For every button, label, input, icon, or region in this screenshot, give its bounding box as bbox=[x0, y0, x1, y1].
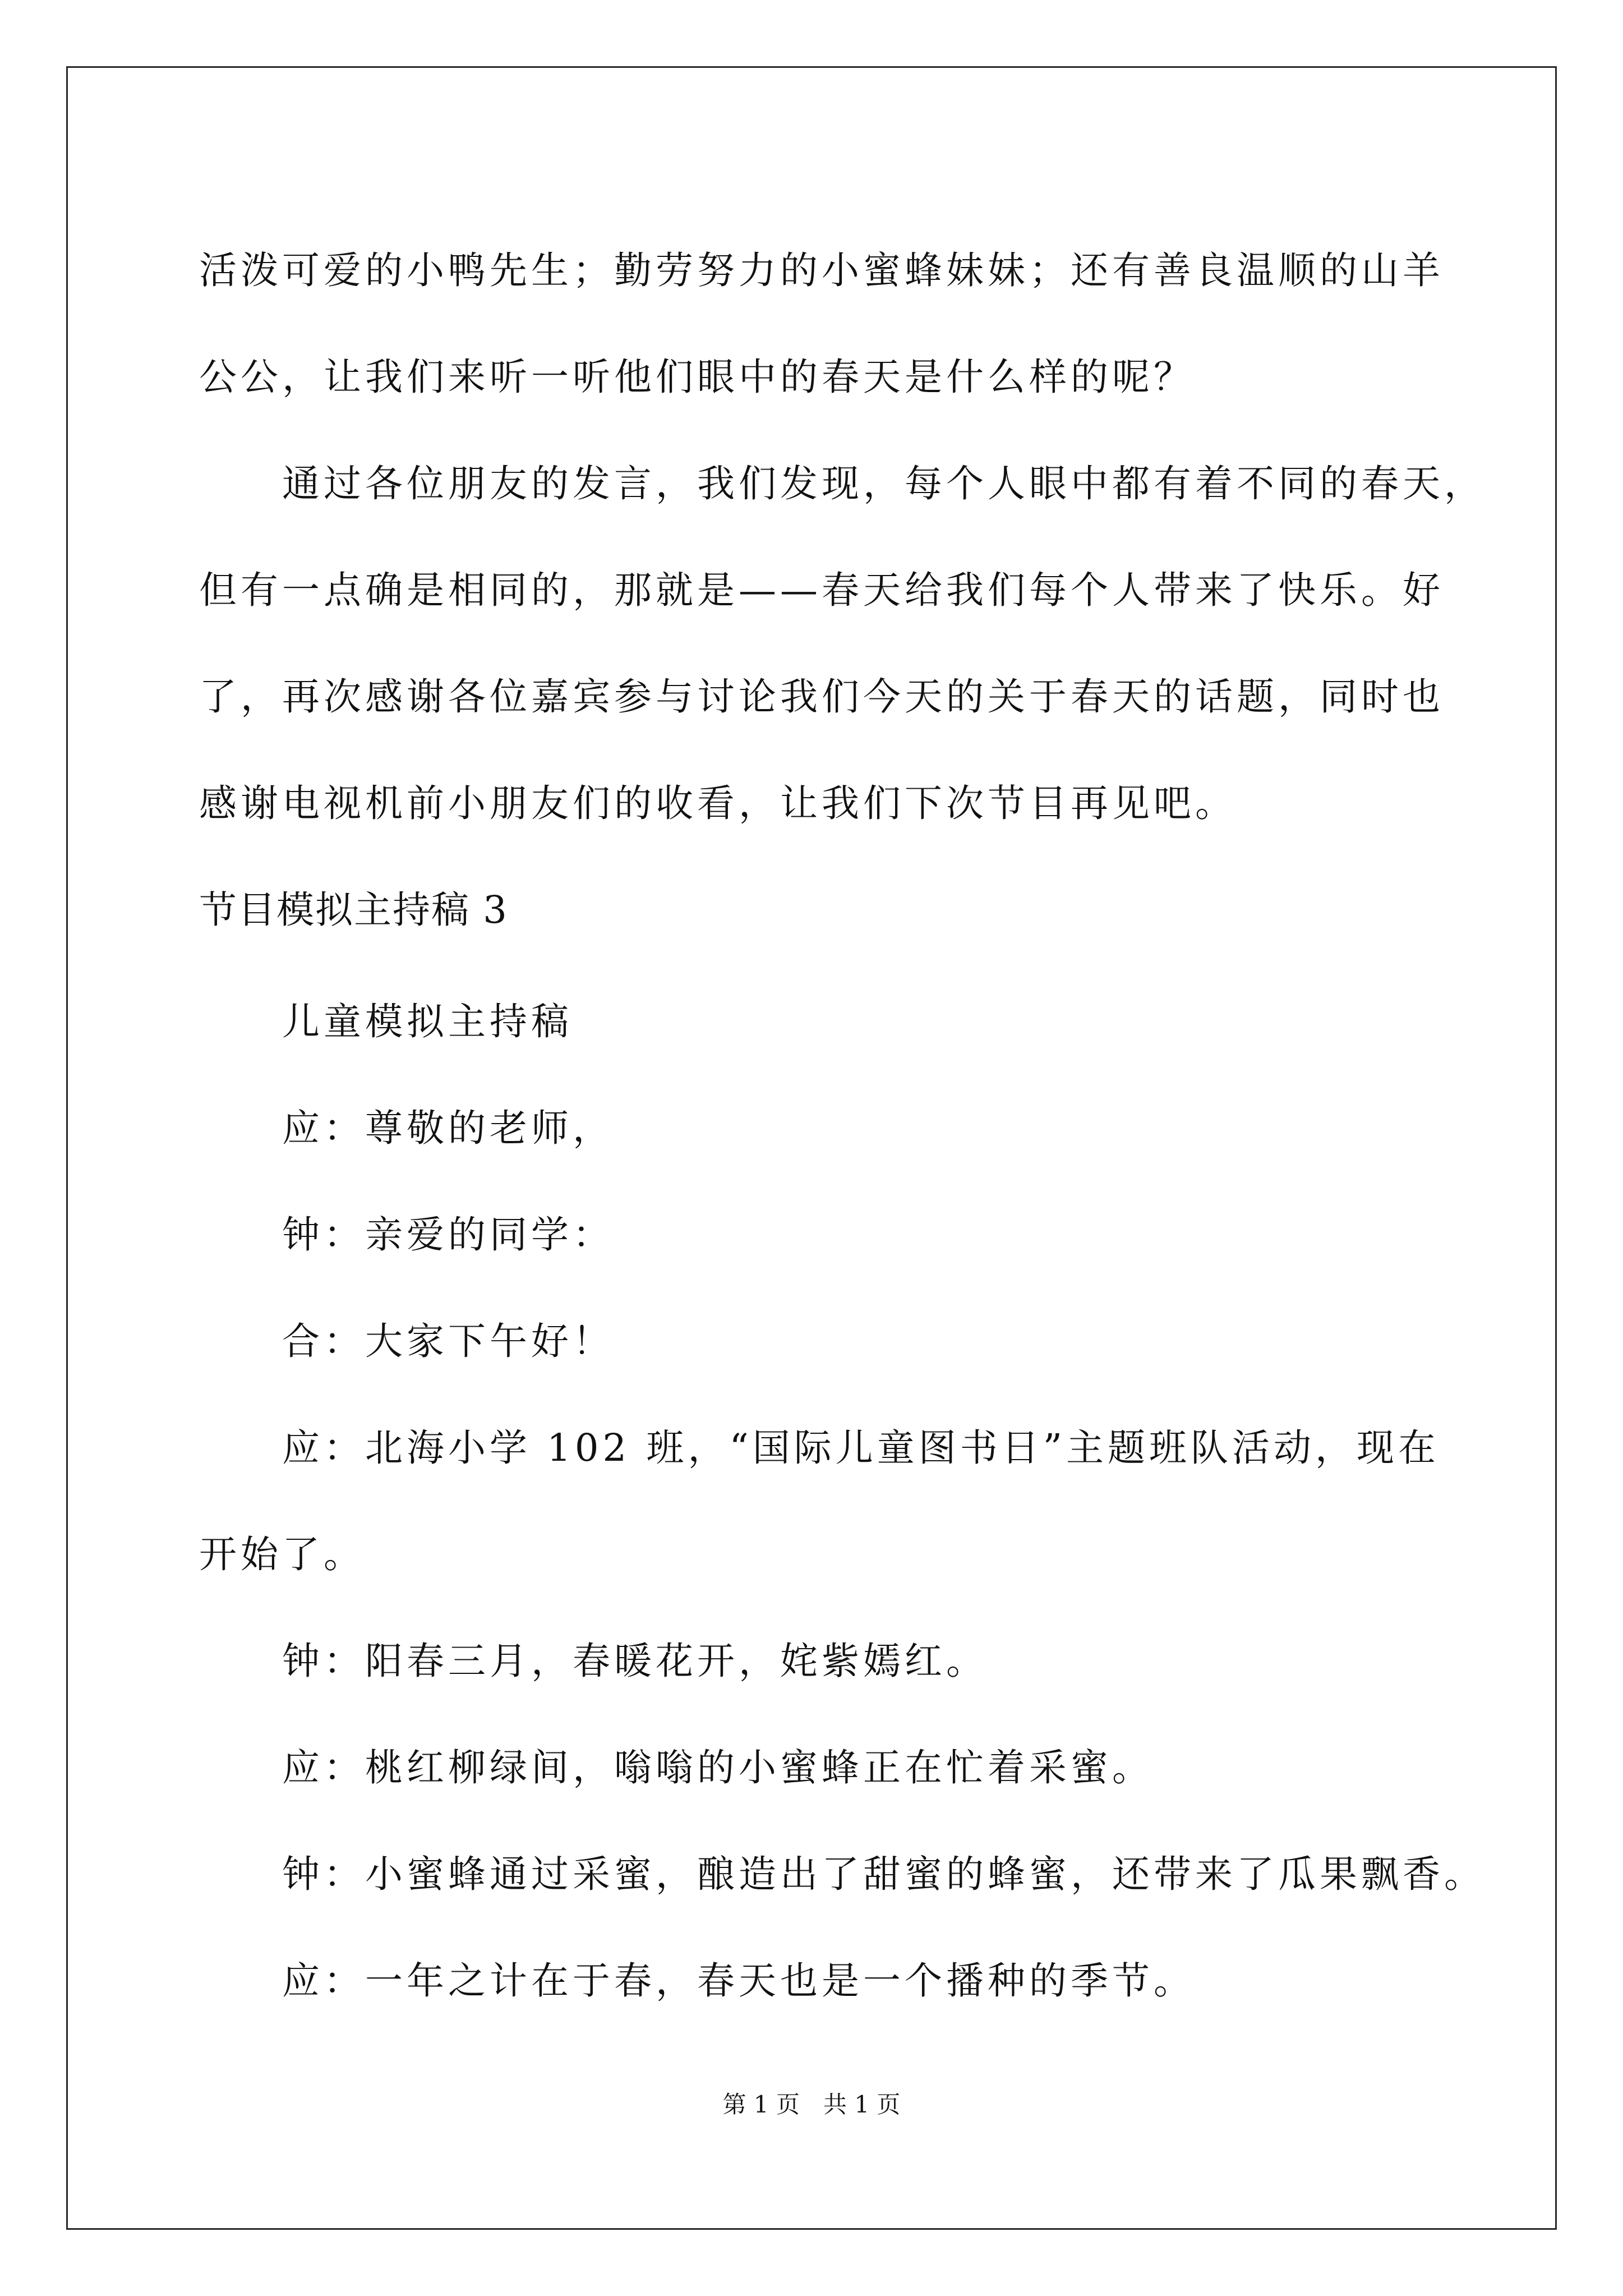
paragraph-line: 公公，让我们来听一听他们眼中的春天是什么样的呢？ bbox=[199, 355, 1195, 399]
paragraph-line: 但有一点确是相同的，那就是——春天给我们每个人带来了快乐。好 bbox=[199, 568, 1444, 612]
page-number-footer: 第 1 页 共 1 页 bbox=[722, 2091, 901, 2118]
dialogue-line: 开始了。 bbox=[199, 1533, 365, 1576]
dialogue-line: 合：大家下午好！ bbox=[282, 1319, 614, 1363]
dialogue-line: 应：桃红柳绿间，嗡嗡的小蜜蜂正在忙着采蜜。 bbox=[282, 1746, 1154, 1789]
document-body bbox=[199, 213, 1486, 2068]
dialogue-line: 应：尊敬的老师， bbox=[282, 1106, 614, 1150]
dialogue-line: 钟：阳春三月，春暖花开，姹紫嫣红。 bbox=[282, 1639, 988, 1683]
section-subtitle: 儿童模拟主持稿 bbox=[282, 1000, 573, 1043]
paragraph-line: 活泼可爱的小鸭先生；勤劳努力的小蜜蜂妹妹；还有善良温顺的山羊 bbox=[199, 249, 1444, 292]
section-heading: 节目模拟主持稿 3 bbox=[199, 888, 508, 932]
dialogue-line: 应：一年之计在于春，春天也是一个播种的季节。 bbox=[282, 1959, 1195, 2003]
dialogue-line: 钟：亲爱的同学： bbox=[282, 1213, 614, 1257]
paragraph-line: 感谢电视机前小朋友们的收看，让我们下次节目再见吧。 bbox=[199, 781, 1237, 825]
dialogue-line: 钟：小蜜蜂通过采蜜，酿造出了甜蜜的蜂蜜，还带来了瓜果飘香。 bbox=[282, 1852, 1486, 1896]
paragraph-line: 了，再次感谢各位嘉宾参与讨论我们今天的关于春天的话题，同时也 bbox=[199, 675, 1444, 719]
paragraph-line: 通过各位朋友的发言，我们发现，每个人眼中都有着不同的春天， bbox=[282, 462, 1486, 505]
dialogue-line: 应：北海小学 102 班，“国际儿童图书日”主题班队活动，现在 bbox=[282, 1426, 1440, 1470]
